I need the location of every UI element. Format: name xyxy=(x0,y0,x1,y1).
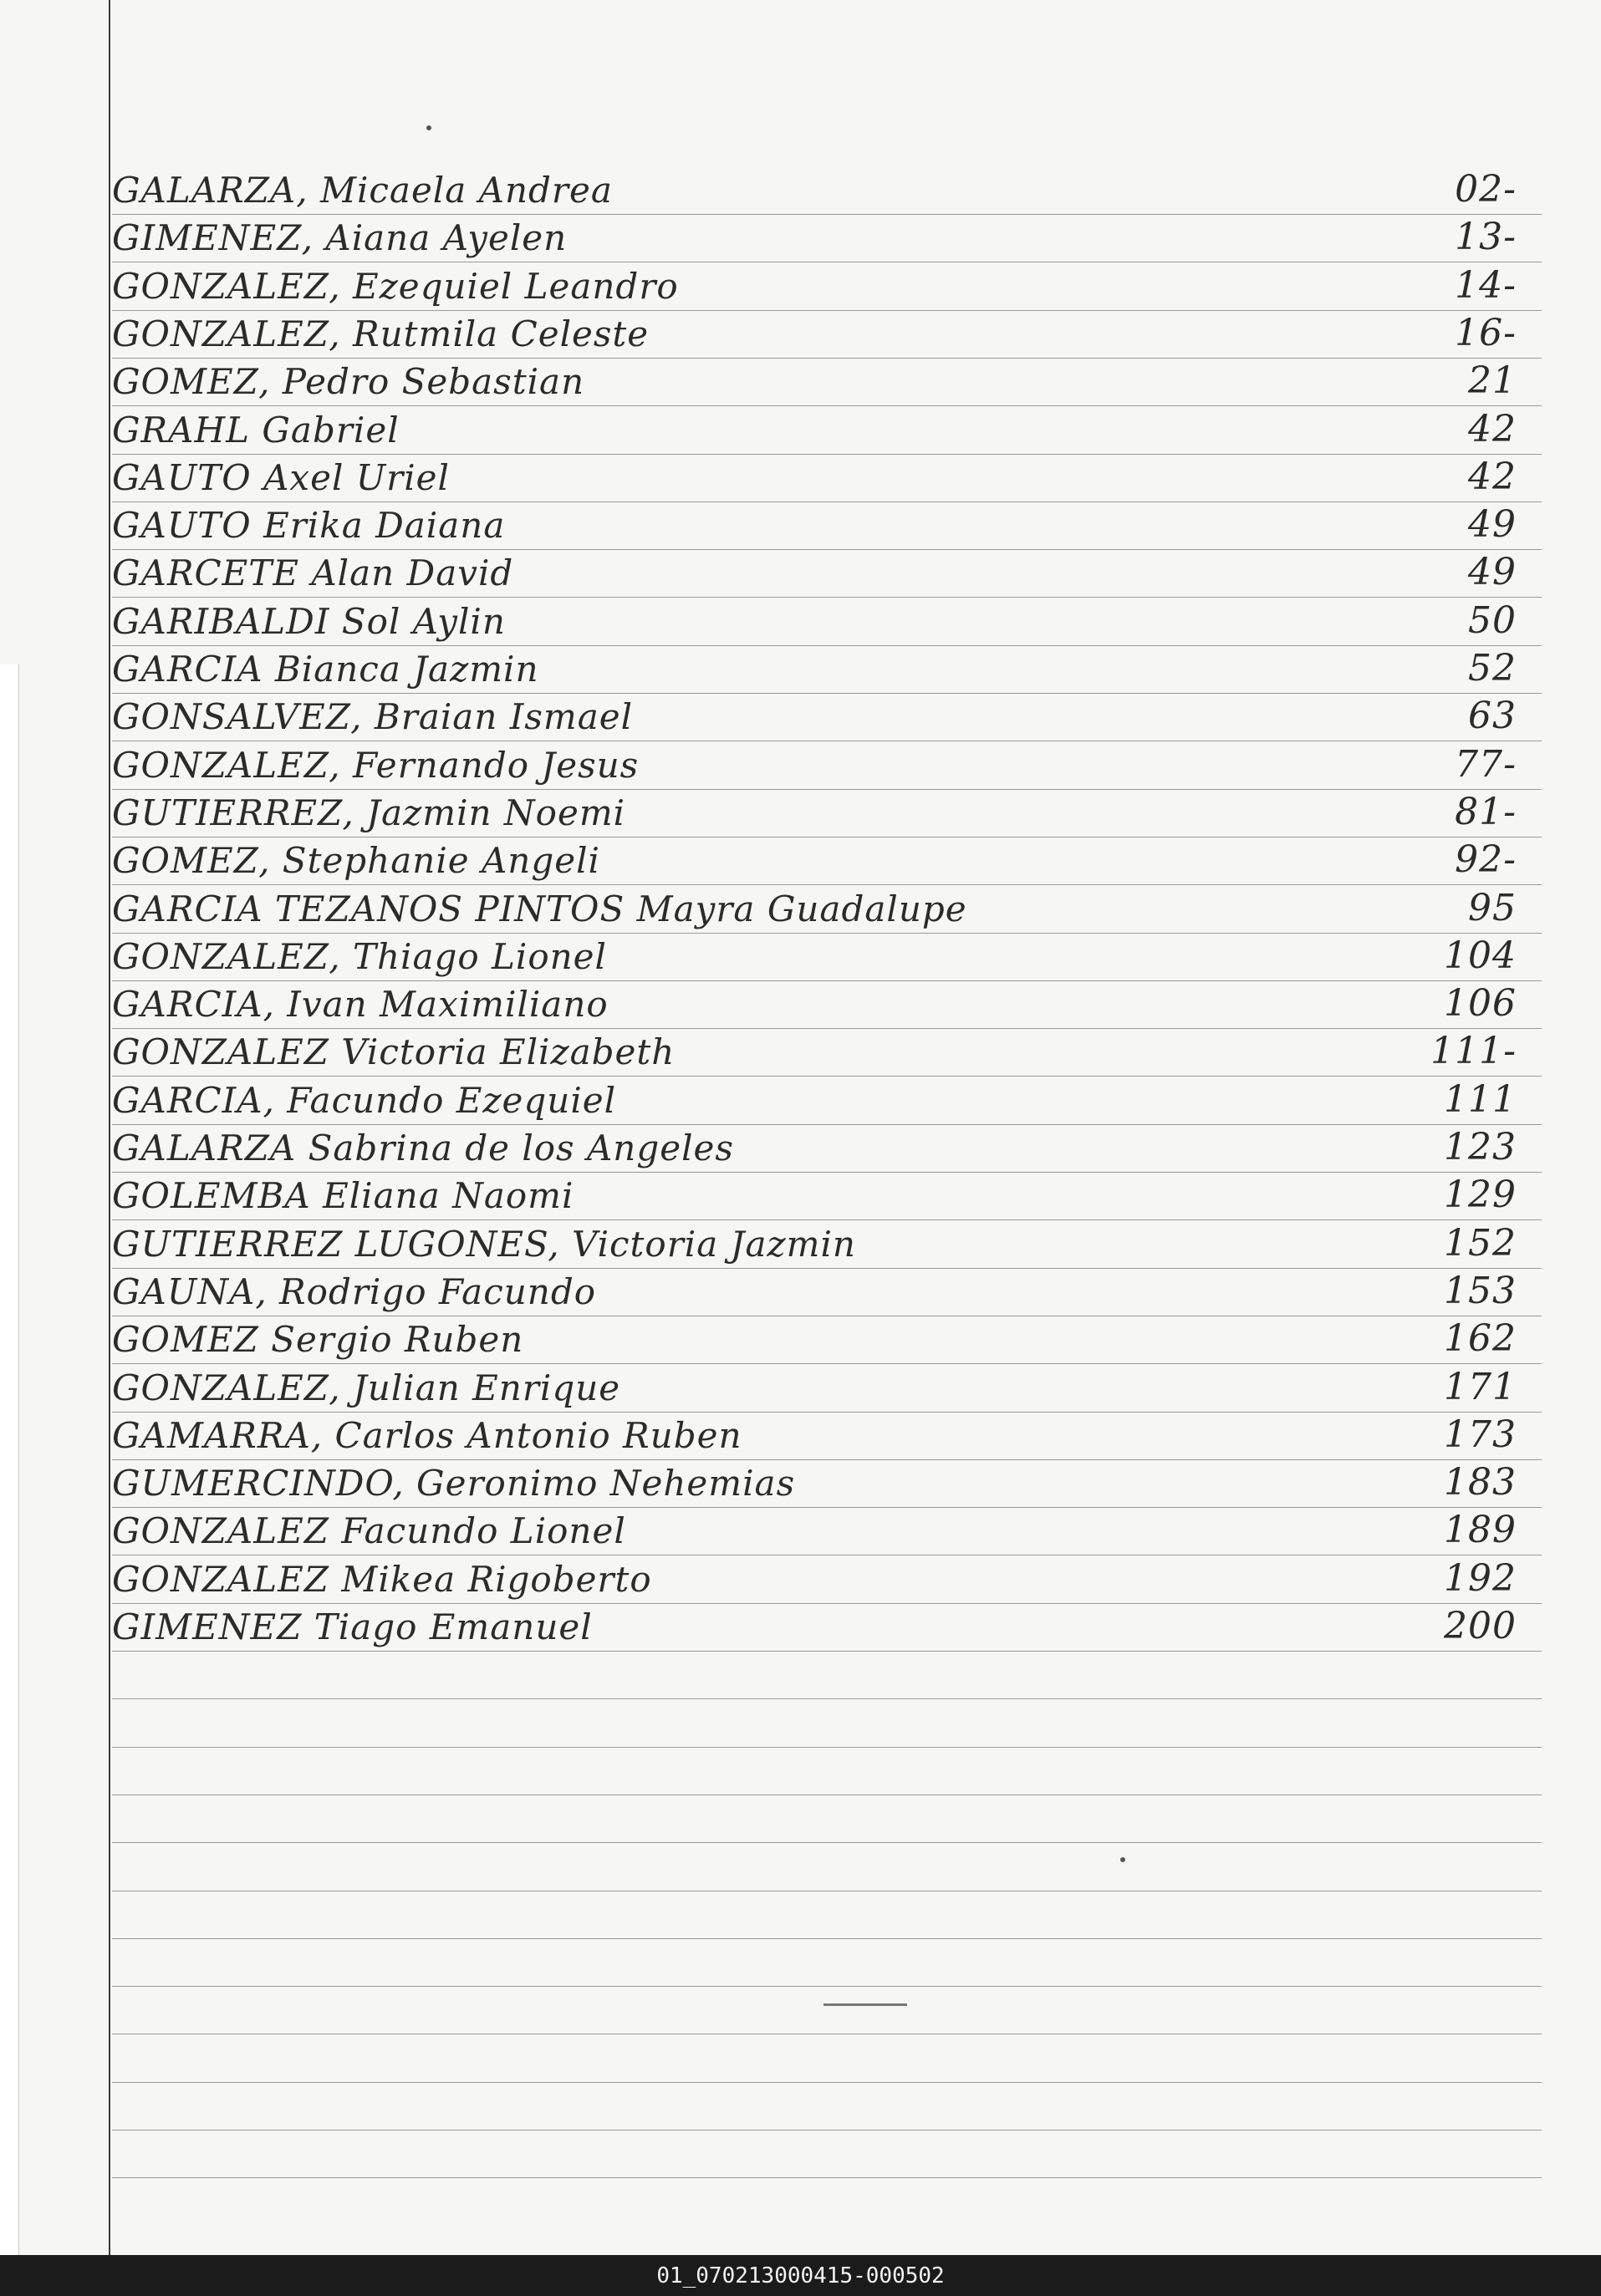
list-number: 49 xyxy=(1468,503,1517,546)
list-item xyxy=(112,1555,1542,1603)
list-number: 171 xyxy=(1444,1366,1517,1408)
list-item xyxy=(112,1315,1542,1363)
list-item xyxy=(112,213,1542,262)
list-item xyxy=(112,262,1542,310)
list-number: 183 xyxy=(1444,1461,1517,1504)
student-name: GONZALEZ Facundo Lionel xyxy=(112,1510,626,1551)
student-name: GARCETE Alan David xyxy=(112,552,514,593)
list-item xyxy=(112,1267,1542,1316)
student-name: GONZALEZ Victoria Elizabeth xyxy=(112,1031,676,1072)
list-number: 104 xyxy=(1444,934,1517,977)
student-name: GARIBALDI Sol Aylin xyxy=(112,601,506,642)
list-item xyxy=(112,597,1542,645)
student-name: GALARZA Sabrina de los Angeles xyxy=(112,1128,734,1168)
list-number: 162 xyxy=(1444,1317,1517,1360)
student-name: GOMEZ, Pedro Sebastian xyxy=(112,361,585,402)
list-item xyxy=(112,1506,1542,1555)
list-item xyxy=(112,836,1542,884)
student-name: GAUNA, Rodrigo Facundo xyxy=(112,1271,597,1312)
ruled-line xyxy=(112,2130,1542,2131)
ruled-line xyxy=(112,2177,1542,2178)
student-name: GAMARRA, Carlos Antonio Ruben xyxy=(112,1415,742,1456)
list-number: 153 xyxy=(1444,1270,1517,1312)
ruled-line xyxy=(112,1938,1542,1939)
list-number: 13- xyxy=(1455,216,1517,258)
list-number: 111- xyxy=(1430,1030,1517,1072)
list-item xyxy=(112,932,1542,980)
list-number: 14- xyxy=(1455,264,1517,307)
list-item xyxy=(112,692,1542,741)
student-name: GIMENEZ, Aiana Ayelen xyxy=(112,217,568,258)
pen-mark xyxy=(823,2003,907,2006)
list-number: 152 xyxy=(1444,1222,1517,1265)
list-number: 21 xyxy=(1468,359,1517,402)
list-item xyxy=(112,1027,1542,1076)
list-number: 02- xyxy=(1455,168,1517,211)
student-name: GOMEZ, Stephanie Angeli xyxy=(112,840,600,881)
pen-speck xyxy=(1120,1857,1125,1862)
list-item xyxy=(112,1123,1542,1172)
list-item xyxy=(112,501,1542,549)
list-number: 106 xyxy=(1444,982,1517,1025)
list-item xyxy=(112,741,1542,789)
list-item xyxy=(112,788,1542,837)
list-item xyxy=(112,884,1542,933)
list-number: 173 xyxy=(1444,1413,1517,1456)
list-item xyxy=(112,357,1542,405)
student-name: GARCIA, Ivan Maximiliano xyxy=(112,984,609,1025)
list-number: 63 xyxy=(1468,695,1517,737)
list-number: 81- xyxy=(1455,791,1517,833)
student-name: GAUTO Axel Uriel xyxy=(112,457,450,498)
student-name: GOLEMBA Eliana Naomi xyxy=(112,1175,574,1216)
student-name: GUTIERREZ LUGONES, Victoria Jazmin xyxy=(112,1224,856,1265)
student-name: GUMERCINDO, Geronimo Nehemias xyxy=(112,1463,796,1504)
list-number: 95 xyxy=(1468,887,1517,929)
list-number: 129 xyxy=(1444,1173,1517,1216)
list-number: 192 xyxy=(1444,1557,1517,1600)
list-item xyxy=(112,1411,1542,1459)
student-name: GALARZA, Micaela Andrea xyxy=(112,170,613,211)
page-edge xyxy=(0,664,19,2255)
student-name: GOMEZ Sergio Ruben xyxy=(112,1319,524,1360)
list-item xyxy=(112,453,1542,501)
list-number: 77- xyxy=(1455,743,1517,786)
scan-footer xyxy=(0,2255,1601,2296)
student-name: GARCIA, Facundo Ezequiel xyxy=(112,1080,617,1121)
list-item xyxy=(112,980,1542,1028)
list-item xyxy=(112,309,1542,358)
list-number: 92- xyxy=(1455,838,1517,881)
document-id: 01_070213000415-000502 xyxy=(656,2263,945,2288)
list-item xyxy=(112,1459,1542,1507)
student-name: GIMENEZ Tiago Emanuel xyxy=(112,1606,593,1647)
student-name: GONSALVEZ, Braian Ismael xyxy=(112,696,634,737)
list-item xyxy=(112,1602,1542,1651)
list-item xyxy=(112,1076,1542,1124)
student-name: GONZALEZ, Julian Enrique xyxy=(112,1367,621,1408)
list-number: 16- xyxy=(1455,312,1517,354)
list-item xyxy=(112,1219,1542,1268)
student-name: GONZALEZ, Ezequiel Leandro xyxy=(112,266,679,307)
ruled-line xyxy=(112,2082,1542,2083)
pen-speck xyxy=(426,125,431,130)
list-item xyxy=(112,644,1542,693)
student-name: GARCIA Bianca Jazmin xyxy=(112,649,539,690)
list-number: 111 xyxy=(1444,1078,1517,1121)
list-item xyxy=(112,1363,1542,1412)
list-number: 123 xyxy=(1444,1126,1517,1168)
list-number: 42 xyxy=(1468,456,1517,498)
ruled-line xyxy=(112,1651,1542,1652)
list-number: 189 xyxy=(1444,1509,1517,1551)
list-number: 52 xyxy=(1468,647,1517,690)
student-name: GONZALEZ Mikea Rigoberto xyxy=(112,1559,652,1600)
student-name: GONZALEZ, Fernando Jesus xyxy=(112,745,640,786)
list-item xyxy=(112,405,1542,454)
student-name: GAUTO Erika Daiana xyxy=(112,505,506,546)
list-item xyxy=(112,165,1542,214)
student-name: GONZALEZ, Thiago Lionel xyxy=(112,936,607,977)
margin-line xyxy=(109,0,110,2255)
list-number: 200 xyxy=(1444,1605,1517,1647)
student-name: GONZALEZ, Rutmila Celeste xyxy=(112,313,650,354)
ruled-line xyxy=(112,1842,1542,1843)
list-number: 49 xyxy=(1468,551,1517,593)
student-name: GUTIERREZ, Jazmin Noemi xyxy=(112,792,626,833)
ruled-line xyxy=(112,1698,1542,1699)
student-name: GRAHL Gabriel xyxy=(112,410,400,451)
student-name: GARCIA TEZANOS PINTOS Mayra Guadalupe xyxy=(112,888,967,929)
list-number: 42 xyxy=(1468,408,1517,451)
list-number: 50 xyxy=(1468,599,1517,642)
list-item xyxy=(112,1171,1542,1219)
list-item xyxy=(112,548,1542,597)
ruled-line xyxy=(112,1747,1542,1748)
ruled-line xyxy=(112,1986,1542,1987)
